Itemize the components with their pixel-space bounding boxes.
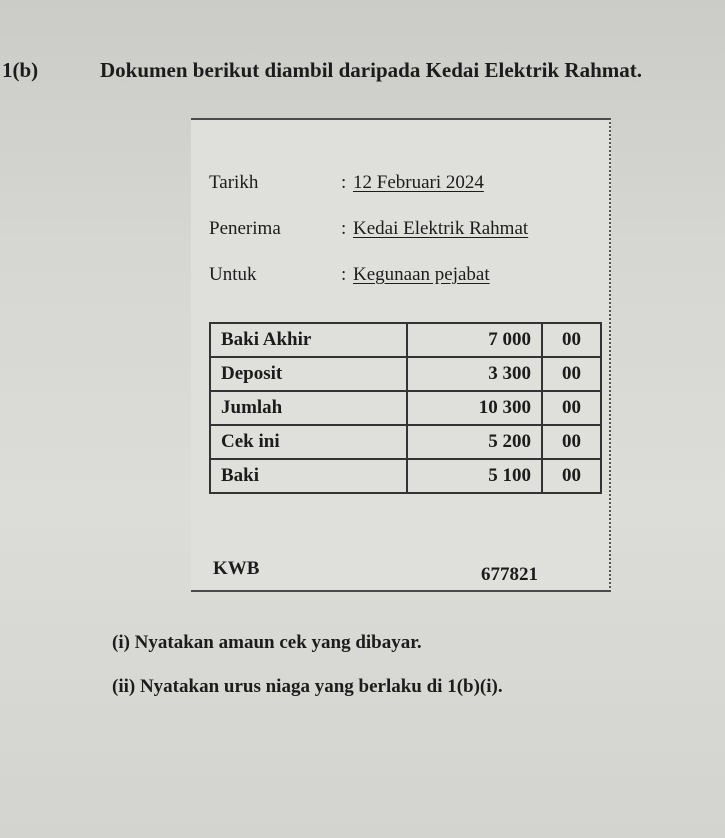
table-row <box>210 391 601 425</box>
table-row <box>210 459 601 493</box>
field-label: Untuk <box>209 264 257 285</box>
field-value: Kegunaan pejabat <box>353 264 490 285</box>
row-label: Cek ini <box>210 425 407 459</box>
row-sen: 00 <box>542 357 601 391</box>
field-label: Tarikh <box>209 172 259 193</box>
field-value: 12 Februari 2024 <box>353 172 484 193</box>
balance-table <box>209 322 602 494</box>
sub-question-i: (i) Nyatakan amaun cek yang dibayar. <box>112 632 422 653</box>
field-label: Penerima <box>209 218 281 239</box>
field-value: Kedai Elektrik Rahmat <box>353 218 529 239</box>
row-sen: 00 <box>542 323 601 357</box>
row-amount: 7 000 <box>407 323 542 357</box>
table-row <box>210 425 601 459</box>
field-colon: : <box>341 218 347 239</box>
bank-name: KWB <box>213 558 260 579</box>
row-amount: 3 300 <box>407 357 542 391</box>
row-label: Deposit <box>210 357 407 391</box>
table-row <box>210 323 601 357</box>
row-amount: 5 100 <box>407 459 542 493</box>
row-label: Baki Akhir <box>210 323 407 357</box>
row-label: Baki <box>210 459 407 493</box>
row-sen: 00 <box>542 391 601 425</box>
cheque-number: 677821 <box>481 564 538 585</box>
sub-question-ii: (ii) Nyatakan urus niaga yang berlaku di 1(b)(i). <box>112 676 503 697</box>
row-amount: 10 300 <box>407 391 542 425</box>
cheque-stub <box>191 118 611 592</box>
question-intro: Dokumen berikut diambil daripada Kedai Elektrik Rahmat. <box>100 58 642 82</box>
row-sen: 00 <box>542 459 601 493</box>
row-amount: 5 200 <box>407 425 542 459</box>
field-colon: : <box>341 172 347 193</box>
table-row <box>210 357 601 391</box>
field-colon: : <box>341 264 347 285</box>
row-sen: 00 <box>542 425 601 459</box>
row-label: Jumlah <box>210 391 407 425</box>
question-number: 1(b) <box>2 58 39 82</box>
